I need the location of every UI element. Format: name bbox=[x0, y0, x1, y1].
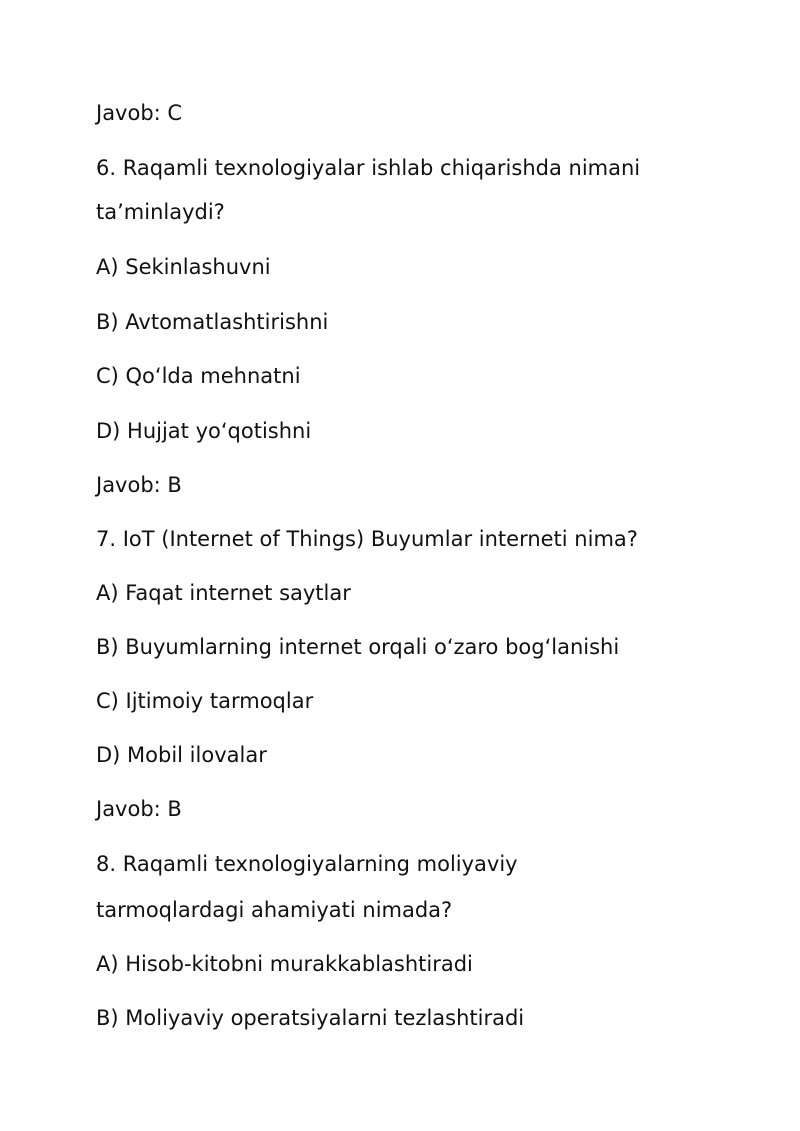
answer-line-q7: Javob: B bbox=[96, 797, 182, 821]
answer-line-q6: Javob: B bbox=[96, 473, 182, 497]
q7-option-b: B) Buyumlarning internet orqali o‘zaro bog‘lanishi bbox=[96, 635, 620, 659]
q7-option-a: A) Faqat internet saytlar bbox=[96, 581, 351, 605]
q6-option-b: B) Avtomatlashtirishni bbox=[96, 310, 329, 334]
q6-option-c: C) Qo‘lda mehnatni bbox=[96, 364, 301, 388]
question-8-line-1: 8. Raqamli texnologiyalarning moliyaviy bbox=[96, 852, 518, 876]
q8-option-b: B) Moliyaviy operatsiyalarni tezlashtiradi bbox=[96, 1006, 525, 1030]
q6-option-d: D) Hujjat yo‘qotishni bbox=[96, 419, 312, 443]
question-8-line-2: tarmoqlardagi ahamiyati nimada? bbox=[96, 898, 453, 922]
q7-option-c: C) Ijtimoiy tarmoqlar bbox=[96, 689, 314, 713]
question-6-line-1: 6. Raqamli texnologiyalar ishlab chiqarishda nimani bbox=[96, 156, 641, 180]
question-7: 7. IoT (Internet of Things) Buyumlar interneti nima? bbox=[96, 527, 638, 551]
question-6-line-2: ta’minlaydi? bbox=[96, 200, 225, 224]
q6-option-a: A) Sekinlashuvni bbox=[96, 255, 271, 279]
q8-option-a: A) Hisob-kitobni murakkablashtiradi bbox=[96, 952, 473, 976]
q7-option-d: D) Mobil ilovalar bbox=[96, 743, 267, 767]
answer-line-q5: Javob: C bbox=[96, 101, 183, 125]
